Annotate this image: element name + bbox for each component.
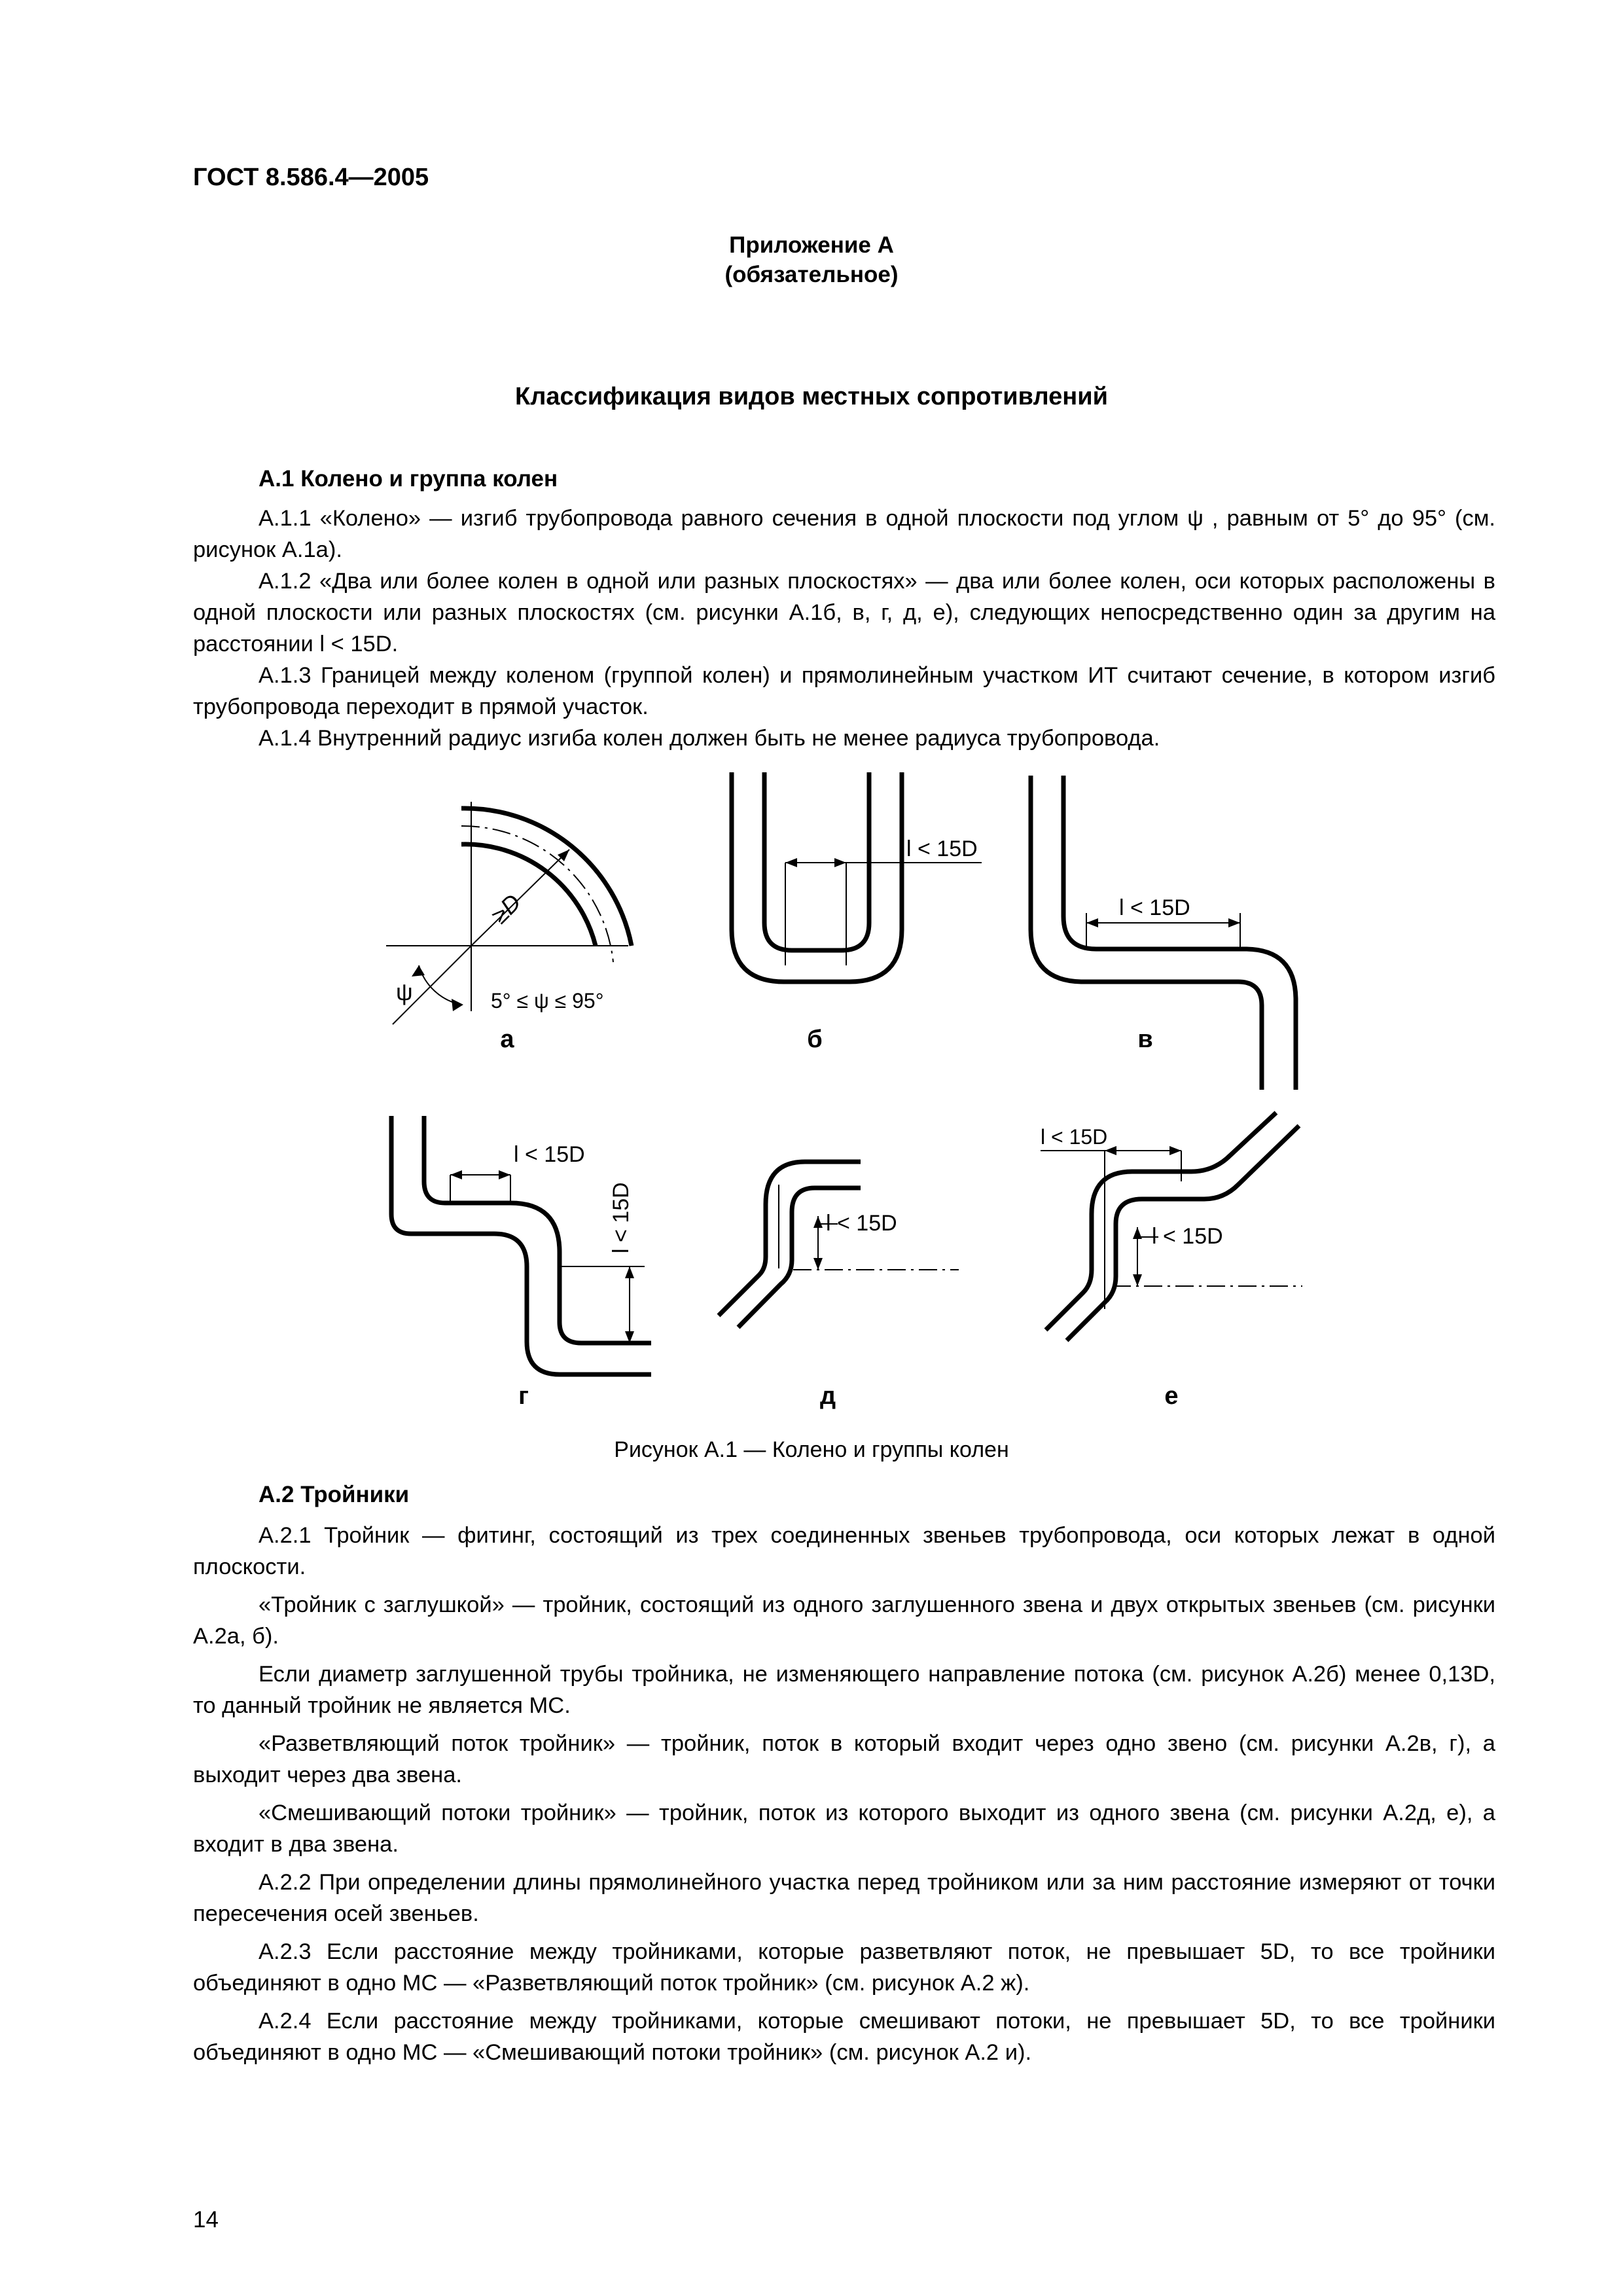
paragraph-a1-4: А.1.4 Внутренний радиус изгиба колен должен быть не менее радиуса трубопровода.	[259, 726, 1160, 751]
dim-label-g-horizontal: l < 15D	[514, 1142, 585, 1167]
appendix-title: Приложение А	[729, 232, 894, 258]
label-d: д	[819, 1382, 836, 1410]
dim-label-g-vertical: l < 15D	[609, 1182, 633, 1253]
figure-b-u-bend	[732, 772, 982, 982]
page-number: 14	[193, 2207, 219, 2233]
paragraph-a2-tee-plug: «Тройник с заглушкой» — тройник, состоящий из одного заглушенного звена и двух открытых звеньев (см. рисунки А.2а, б).	[193, 1592, 1495, 1649]
dim-label-e-top: l < 15D	[1041, 1125, 1108, 1149]
dim-label-v: l < 15D	[1119, 895, 1190, 920]
paragraph-a2-1: А.2.1 Тройник — фитинг, состоящий из трех соединенных звеньев трубопровода, оси которых лежат в одной плоскости.	[193, 1523, 1495, 1579]
paragraph-a2-3: А.2.3 Если расстояние между тройниками, которые разветвляют поток, не превышает 5D, то все тройники объединяют в одно МС — «Разветвляющий поток тройник» (см. рисунок А.2 ж).	[193, 1939, 1495, 1996]
label-a: а	[500, 1026, 514, 1053]
section-a2-body	[193, 1520, 1495, 2068]
appendix-status: (обязательное)	[724, 262, 899, 287]
paragraph-a2-4: А.2.4 Если расстояние между тройниками, которые смешивают потоки, не превышает 5D, то все тройники объединяют в одно МС — «Смешивающий потоки тройник» (см. рисунок А.2 и).	[193, 2009, 1495, 2065]
section-a1-heading: А.1 Колено и группа колен	[259, 466, 558, 492]
paragraph-a2-branching: «Разветвляющий поток тройник» — тройник, поток в который входит через одно звено (см. рисунки А.2в, г), а выходит через два звена.	[193, 1731, 1495, 1787]
page-title: Классификация видов местных сопротивлений	[515, 383, 1108, 410]
figure-a1	[0, 753, 1623, 1440]
label-v: в	[1137, 1026, 1153, 1053]
label-b: б	[807, 1026, 823, 1053]
figure-caption: Рисунок А.1 — Колено и группы колен	[614, 1437, 1009, 1462]
radius-label: ≥D	[486, 888, 526, 929]
paragraph-a2-mixing: «Смешивающий потоки тройник» — тройник, поток из которого выходит из одного звена (см. рисунки А.2д, е), а входит в два звена.	[193, 1801, 1495, 1857]
paragraph-a1-2: А.1.2 «Два или более колен в одной или разных плоскостях» — два или более колен, оси которых расположены в одной плоскости или разных плоскостях (см. рисунки А.1б, в, г, д, е), следующих непосредственно один за другим на расстоянии l < 15D.	[193, 569, 1495, 656]
paragraph-a2-2: А.2.2 При определении длины прямолинейного участка перед тройником или за ним расстояние измеряют от точки пересечения осей звеньев.	[193, 1870, 1495, 1926]
paragraph-a2-diameter: Если диаметр заглушенной трубы тройника, не изменяющего направление потока (см. рисунок А.2б) менее 0,13D, то данный тройник не является МС.	[193, 1662, 1495, 1718]
paragraph-a1-3: А.1.3 Границей между коленом (группой колен) и прямолинейным участком ИТ считают сечение, в котором изгиб трубопровода переходит в прямой участок.	[193, 663, 1495, 719]
section-a2-heading: А.2 Тройники	[259, 1482, 410, 1507]
paragraph-a1-1: А.1.1 «Колено» — изгиб трубопровода равного сечения в одной плоскости под углом ψ , равным от 5° до 95° (см. рисунок А.1а).	[193, 506, 1495, 562]
psi-label: ψ	[396, 978, 413, 1005]
figure-d-spatial-bends	[719, 1162, 959, 1327]
angle-range-label: 5° ≤ ψ ≤ 95°	[491, 989, 604, 1013]
dim-label-e-bottom: l < 15D	[1152, 1224, 1223, 1249]
section-a1-body	[193, 503, 1495, 754]
document-id: ГОСТ 8.586.4—2005	[193, 164, 429, 191]
dim-label-b: l < 15D	[906, 836, 978, 861]
label-g: г	[518, 1382, 529, 1410]
dim-label-d: l < 15D	[826, 1211, 897, 1236]
appendix-heading	[0, 230, 1623, 289]
figure-v-step-bend	[1031, 776, 1296, 1090]
label-e: е	[1164, 1382, 1179, 1410]
